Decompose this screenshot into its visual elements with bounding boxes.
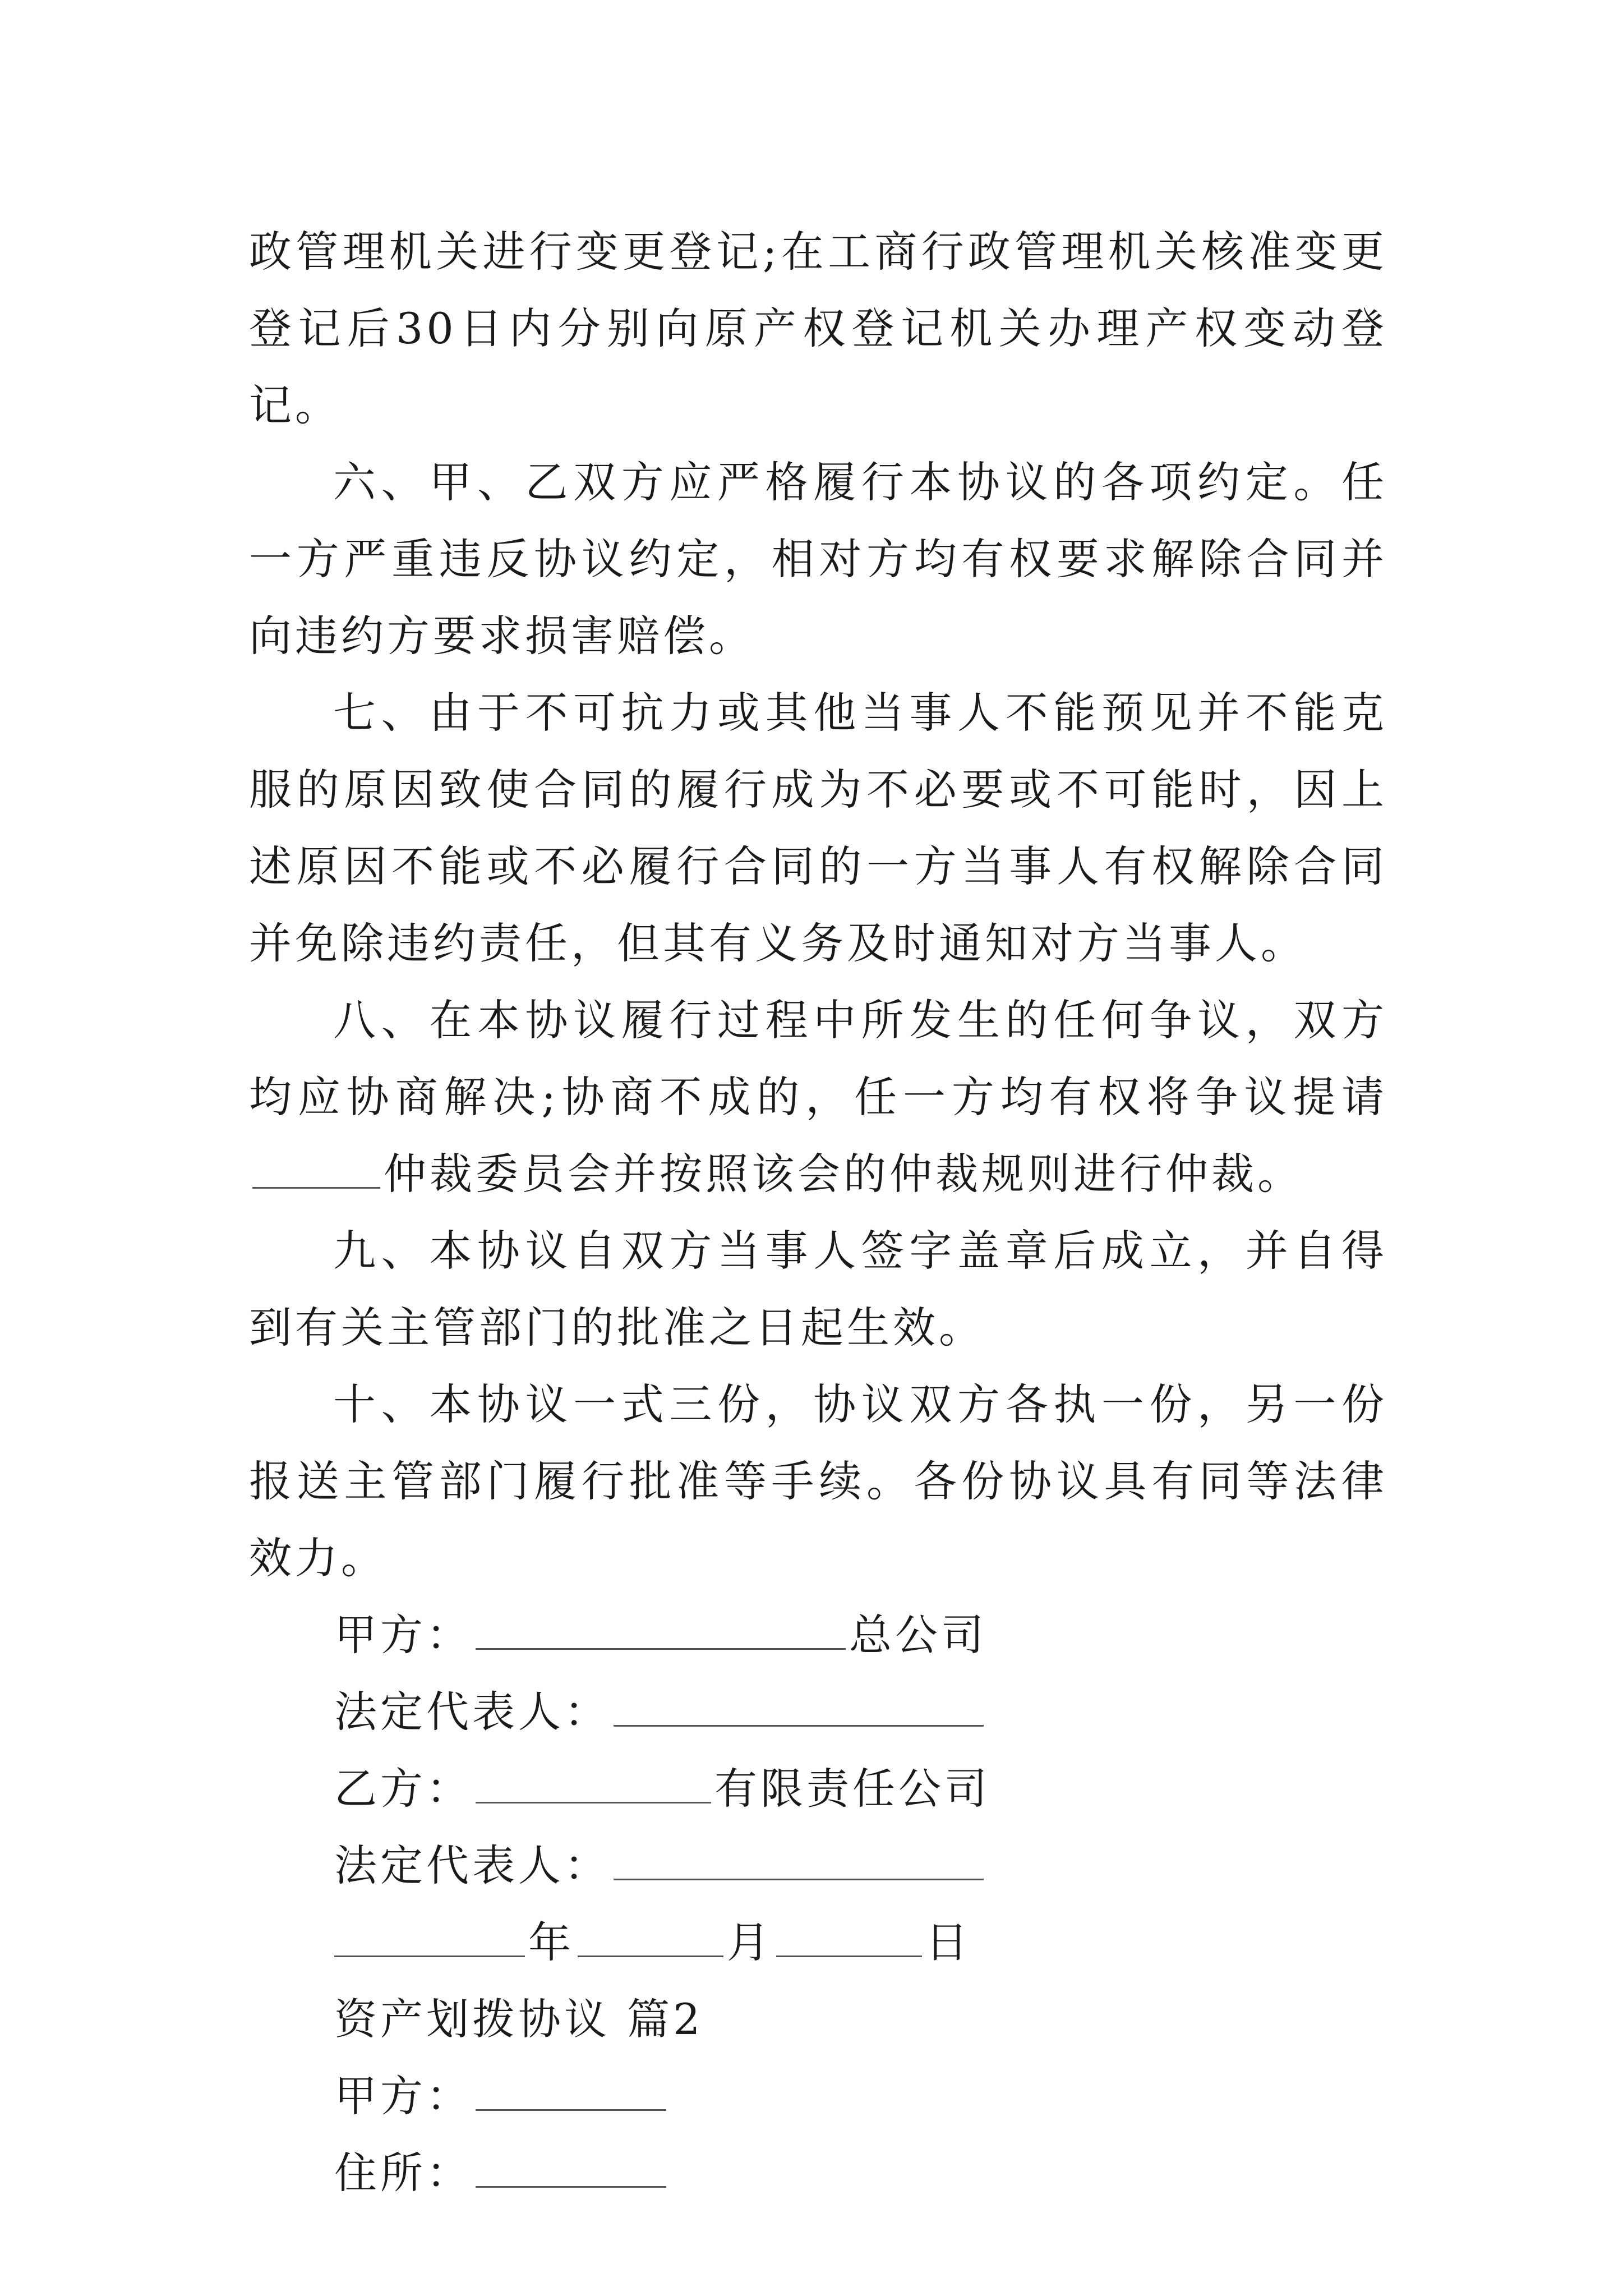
section-2-title: 资产划拨协议 篇2 (334, 1994, 704, 2044)
section-2-party-a-blank (476, 2076, 666, 2111)
year-blank (334, 1922, 525, 1957)
date-line (249, 1904, 1387, 1981)
party-b-suffix: 有限责任公司 (714, 1764, 990, 1814)
legal-rep-a-blank (614, 1691, 984, 1727)
clause-7: 七、由于不可抗力或其他当事人不能预见并不能克服的原因致使合同的履行成为不必要或不可能时，因上述原因不能或不必履行合同的一方当事人有权解除合同并免除违约责任，但其有义务及时通知对方当事人。 (249, 688, 1387, 968)
clause-8-text-end: 仲裁委员会并按照该会的仲裁规则进行仲裁。 (384, 1149, 1303, 1199)
clause-10: 十、本协议一式三份，协议双方各执一份，另一份报送主管部门履行批准等手续。各份协议具有同等法律效力。 (249, 1379, 1387, 1583)
section-2-address-label: 住所： (334, 2148, 472, 2198)
clause-8-text: 八、在本协议履行过程中所发生的任何争议，双方均应协商解决;协商不成的，任一方均有权将争议提请 (249, 995, 1387, 1122)
party-b-blank (476, 1768, 711, 1803)
party-b-label: 乙方： (334, 1764, 472, 1814)
section-2-party-a-label: 甲方： (334, 2071, 472, 2121)
legal-rep-label-a: 法定代表人： (334, 1687, 610, 1737)
day-label: 日 (925, 1917, 971, 1967)
party-a-blank (476, 1614, 846, 1650)
party-b-line (249, 1750, 1387, 1827)
day-blank (776, 1922, 922, 1957)
year-label: 年 (528, 1917, 574, 1967)
month-label: 月 (727, 1917, 773, 1967)
party-b-rep-line (249, 1827, 1387, 1904)
party-a-suffix: 总公司 (849, 1610, 987, 1660)
section-2-address-line (249, 2134, 1387, 2211)
month-blank (578, 1922, 723, 1957)
legal-rep-b-blank (614, 1845, 984, 1880)
clause-9: 九、本协议自双方当事人签字盖章后成立，并自得到有关主管部门的批准之日起生效。 (249, 1226, 1387, 1352)
paragraph-continued: 政管理机关进行变更登记;在工商行政管理机关核准变更登记后30日内分别向原产权登记机关办理产权变动登记。 (249, 227, 1387, 430)
arbitration-blank (252, 1153, 380, 1189)
legal-rep-label-b: 法定代表人： (334, 1841, 610, 1890)
clause-8 (249, 982, 1387, 1212)
party-a-rep-line (249, 1673, 1387, 1750)
party-a-label: 甲方： (334, 1610, 472, 1660)
section-2-address-blank (476, 2152, 666, 2188)
clause-6: 六、甲、乙双方应严格履行本协议的各项约定。任一方严重违反协议约定，相对方均有权要求解除合同并向违约方要求损害赔偿。 (249, 457, 1387, 661)
party-a-line (249, 1596, 1387, 1673)
section-2-party-a-line (249, 2058, 1387, 2134)
document-body (249, 213, 1387, 2211)
